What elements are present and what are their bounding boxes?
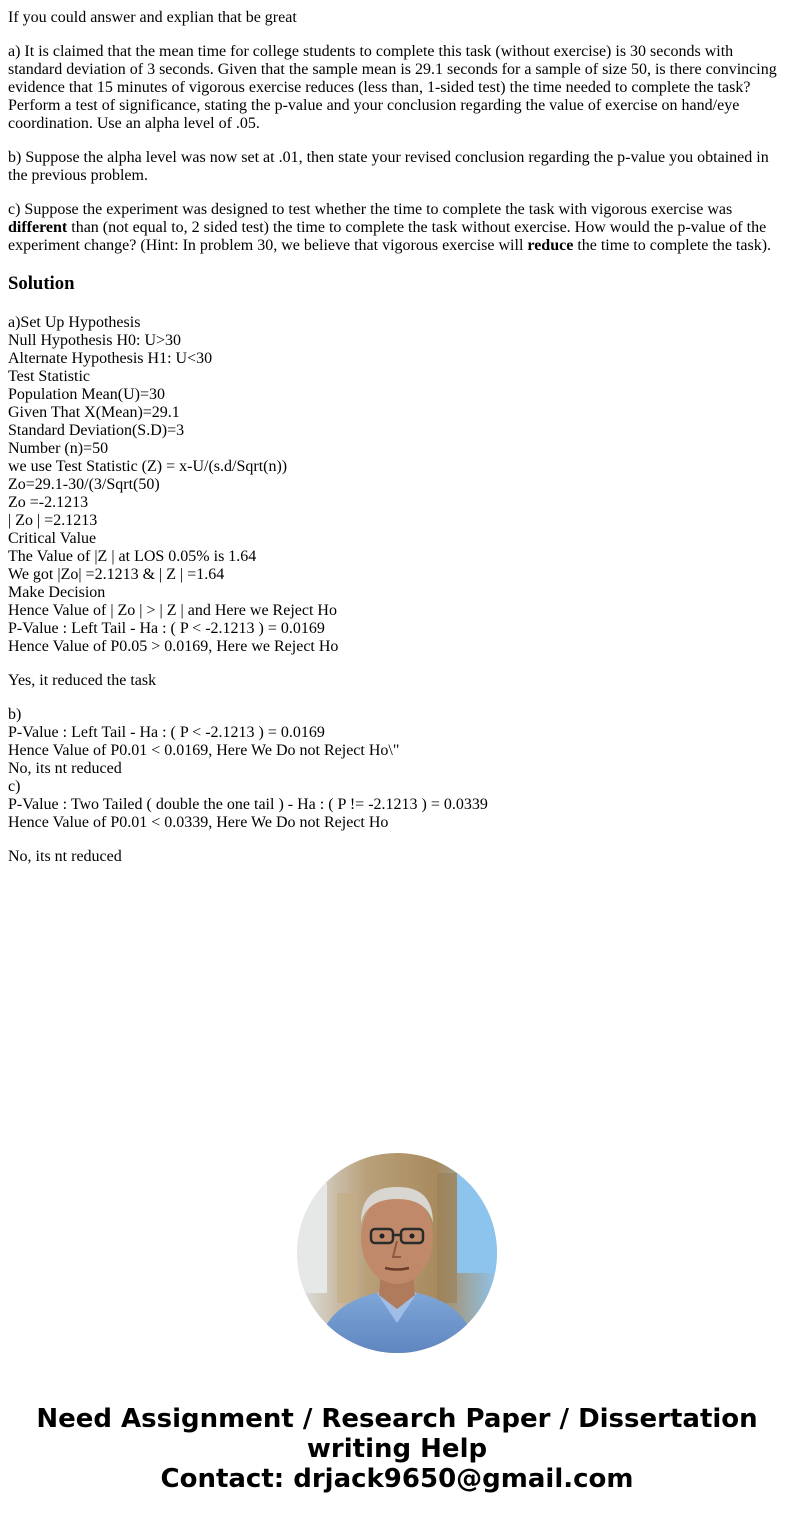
solution-line: P-Value : Left Tail - Ha : ( P < -2.1213 ) = 0.0169	[8, 724, 325, 741]
solution-line: The Value of |Z | at LOS 0.05% is 1.64	[8, 548, 257, 565]
solution-line: b)	[8, 706, 22, 723]
solution-line: Standard Deviation(S.D)=3	[8, 422, 185, 439]
solution-line: Number (n)=50	[8, 440, 109, 457]
solution-part-a	[8, 314, 786, 656]
footer-line-1: Need Assignment / Research Paper / Dissertation	[36, 1404, 758, 1434]
question-part-a: a) It is claimed that the mean time for college students to complete this task (without exercise) is 30 seconds with standard deviation of 3 seconds. Given that the sample mean is 29.1 seconds for a sample of size 50, is there convincing evidence that 15 minutes of vigorous exercise reduces (less than, 1-sided test) the time needed to complete the task? Perform a test of significance, stating the p-value and your conclusion regarding the value of exercise on hand/eye coordination. Use an alpha level of .05.	[8, 43, 777, 132]
solution-line: No, its nt reduced	[8, 760, 122, 777]
solution-line: P-Value : Two Tailed ( double the one tail ) - Ha : ( P != -2.1213 ) = 0.0339	[8, 796, 488, 813]
solution-c-conclusion: No, its nt reduced	[8, 848, 122, 865]
question-intro: If you could answer and explian that be great	[8, 9, 297, 26]
solution-heading: Solution	[8, 273, 75, 294]
solution-line: Hence Value of P0.05 > 0.0169, Here we Reject Ho	[8, 638, 339, 655]
question-part-c	[8, 201, 786, 255]
question-part-c-text-2: than (not equal to, 2 sided test) the time to complete the task without exercise. How would the p-value of the experiment change? (Hint: In problem 30, we believe that vigorous exercise will	[8, 219, 767, 254]
question-part-c-text-3: the time to complete the task).	[573, 237, 772, 254]
solution-line: Critical Value	[8, 530, 97, 547]
solution-line: we use Test Statistic (Z) = x-U/(s.d/Sqrt(n))	[8, 458, 288, 475]
solution-line: P-Value : Left Tail - Ha : ( P < -2.1213 ) = 0.0169	[8, 620, 325, 637]
solution-line: Hence Value of | Zo | > | Z | and Here we Reject Ho	[8, 602, 337, 619]
solution-line: Hence Value of P0.01 < 0.0339, Here We Do not Reject Ho	[8, 814, 389, 831]
footer-line-2: writing Help	[306, 1434, 488, 1464]
question-part-b: b) Suppose the alpha level was now set at .01, then state your revised conclusion regarding the p-value you obtained in the previous problem.	[8, 149, 769, 184]
solution-line: Given That X(Mean)=29.1	[8, 404, 180, 421]
solution-line: Make Decision	[8, 584, 106, 601]
solution-line: a)Set Up Hypothesis	[8, 314, 141, 331]
solution-line: Population Mean(U)=30	[8, 386, 165, 403]
solution-line: Test Statistic	[8, 368, 90, 385]
footer-contact: Contact: drjack9650@gmail.com	[160, 1464, 634, 1494]
author-portrait-image	[297, 1153, 497, 1353]
solution-line: Zo =-2.1213	[8, 494, 89, 511]
solution-line: Zo=29.1-30/(3/Sqrt(50)	[8, 476, 160, 493]
solution-part-b-c	[8, 706, 786, 832]
solution-line: We got |Zo| =2.1213 & | Z | =1.64	[8, 566, 225, 583]
author-avatar	[297, 1153, 497, 1353]
solution-line: Hence Value of P0.01 < 0.0169, Here We Do not Reject Ho\"	[8, 742, 400, 759]
solution-line: Null Hypothesis H0: U>30	[8, 332, 182, 349]
solution-line: | Zo | =2.1213	[8, 512, 98, 529]
solution-line: Alternate Hypothesis H1: U<30	[8, 350, 213, 367]
footer-banner	[0, 1404, 794, 1494]
question-part-c-bold-different: different	[8, 219, 68, 236]
solution-line: c)	[8, 778, 21, 795]
solution-a-conclusion: Yes, it reduced the task	[8, 672, 157, 689]
question-part-c-bold-reduce: reduce	[527, 237, 574, 254]
question-part-c-text-1: c) Suppose the experiment was designed to test whether the time to complete the task with vigorous exercise was	[8, 201, 733, 218]
